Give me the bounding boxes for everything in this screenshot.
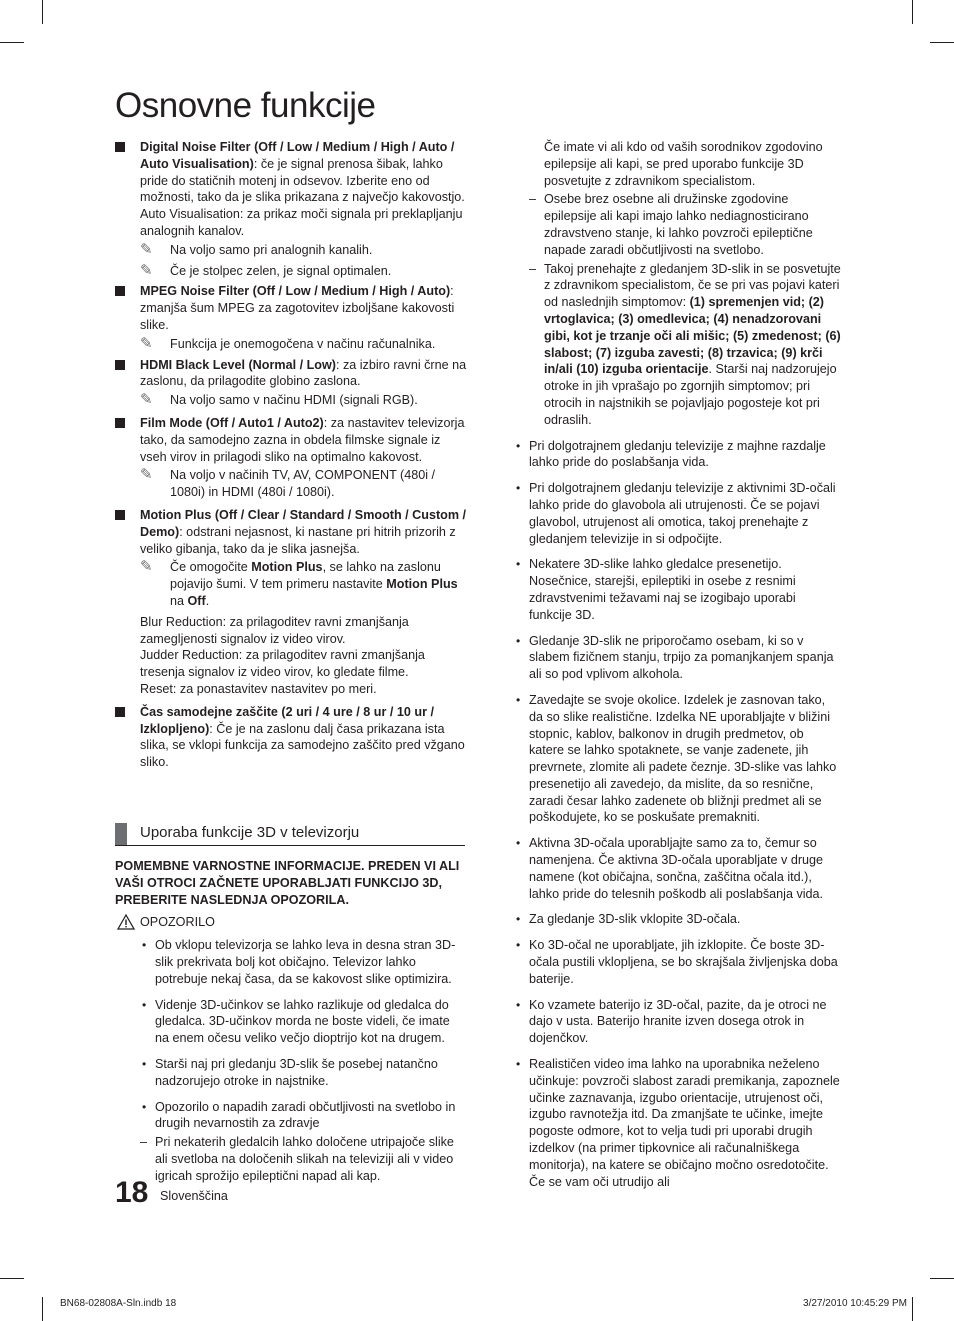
pencil-icon: ✎	[140, 558, 153, 576]
note-text: Na voljo samo pri analognih kanalih.	[170, 242, 373, 257]
judder-label: Judder Reduction	[140, 648, 239, 663]
note-text: Če je stolpec zelen, je signal optimalen.	[170, 263, 392, 278]
page-number: 18	[115, 1176, 149, 1209]
list-item	[514, 692, 841, 826]
page-title: Osnovne funkcije	[115, 86, 376, 125]
hdmi-text: : za izbiro ravni črne na zaslonu, da prilagodite globino zaslona.	[140, 357, 467, 389]
list-item	[514, 480, 841, 547]
note	[140, 336, 467, 353]
film-text: : za nastavitev televizorja tako, da samodejno zazna in obdela filmske signale iz vseh virov in prilagodi sliko na optimalno kakovost.	[140, 415, 465, 464]
list-item-text: Pri dolgotrajnem gledanju televizije z majhne razdalje lahko pride do poslabšanja vida.	[529, 438, 826, 470]
list-item-text: Ko vzamete baterijo iz 3D-očal, pazite, da je otroci ne dajo v usta. Baterijo hranite izven dosega otrok in dojenčkov.	[529, 997, 827, 1046]
note	[140, 559, 467, 609]
protection-item	[115, 704, 467, 771]
note-text: , se lahko na zaslonu pojavijo šumi. V tem primeru nastavite	[170, 560, 441, 592]
square-bullet-icon	[115, 360, 125, 370]
pencil-icon: ✎	[140, 240, 153, 258]
auto-vis-text: : za prikaz moči signala pri preklapljanju analognih kanalov.	[140, 207, 463, 238]
note	[140, 263, 467, 280]
motion-text: : odstrani nejasnost, ki nastane pri hitrih prizorih z veliko gibanja, tako da je slika jasnejša.	[140, 524, 456, 556]
crop-mark	[42, 1297, 43, 1321]
note	[140, 467, 467, 501]
dash-item	[140, 1134, 467, 1184]
reset-text: : za ponastavitev nastavitev po meri.	[172, 681, 377, 696]
note	[140, 242, 467, 259]
mpeg-title: MPEG Noise Filter (Off / Low / Medium / High / Auto)	[140, 284, 451, 299]
note-text: Če omogočite	[170, 560, 252, 575]
reset-label: Reset	[140, 681, 173, 696]
section-title: Uporaba funkcije 3D v televizorju	[140, 824, 360, 841]
dash-icon: –	[140, 1135, 148, 1150]
bullet-icon: •	[142, 938, 147, 953]
bullet-icon: •	[516, 557, 521, 572]
motion-title: Motion Plus (Off / Clear / Standard / Smooth / Custom / Demo)	[140, 507, 467, 539]
note-text: Motion Plus	[251, 560, 323, 575]
note-text: Off	[187, 593, 206, 608]
list-item	[140, 937, 467, 987]
important-notice: POMEMBNE VARNOSTNE INFORMACIJE. PREDEN VI ALI VAŠI OTROCI ZAČNETE UPORABLJATI FUNKCIJO 3D, PREBERITE NASLEDNJA OPOZORILA.	[115, 859, 460, 907]
list-item	[514, 997, 841, 1047]
auto-vis-label: Auto Visualisation	[140, 207, 240, 222]
continued-text: Če imate vi ali kdo od vaših sorodnikov zgodovino epilepsije ali kapi, se pred uporabo funkcije 3D posvetujte z zdravnikom specialistom.	[544, 140, 823, 188]
list-item	[514, 835, 841, 902]
list-item	[514, 438, 841, 472]
list-item-text: Nekatere 3D-slike lahko gledalce presenetijo. Nosečnice, starejši, epileptiki in osebe z resnimi zdravstvenimi težavami naj se izogibajo uporabi funkcije 3D.	[529, 557, 796, 622]
list-item-text: Starši naj pri gledanju 3D-slik še posebej natančno nadzorujejo otroke in najstnike.	[155, 1056, 438, 1088]
left-column	[115, 139, 467, 775]
note-text: Na voljo samo v načinu HDMI (signali RGB).	[170, 393, 418, 408]
dash-item-text: Osebe brez osebne ali družinske zgodovine epilepsije ali kapi imajo lahko nediagnosticirano zdravstveno stanje, ki lahko povzroči epileptične napade zaradi občutljivosti na svetlobo.	[544, 192, 813, 257]
judder-text: : za prilagoditev ravni zmanjšanja tresenja signalov iz video virov, ko gledate filme.	[140, 648, 425, 680]
protection-title: Čas samodejne zaščite (2 uri / 4 ure / 8 ur / 10 ur / Izklopljeno)	[140, 704, 434, 736]
list-item-text: Zavedajte se svoje okolice. Izdelek je zasnovan tako, da so slike realistične. Izdelka NE uporabljajte v bližini stopnic, kablov, balkonov in drugih predmetov, ob katere se lahko spotaknete, se vanje zadenete, jih prevrnete, zlomite ali padete čeznje. 3D-slike vas lahko presenetijo ali zavedejo, da mislite, da so resnične, zaradi česar lahko zadenete ob bližnji predmet ali se poškodujete, ko se poskušate premakniti.	[529, 692, 837, 825]
list-item-text: Ob vklopu televizorja se lahko leva in desna stran 3D-slik prekrivata bolj kot običajno. Televizor lahko potrebuje nekaj časa, da se kakovost slike optimizira.	[155, 938, 456, 986]
square-bullet-icon	[115, 510, 125, 520]
warning-label: OPOZORILO	[140, 915, 215, 930]
pencil-icon: ✎	[140, 466, 153, 484]
list-item-text: Za gledanje 3D-slik vklopite 3D-očala.	[529, 912, 741, 927]
dnf-title: Digital Noise Filter (Off / Low / Medium / High / Auto / Auto Visualisation)	[140, 140, 455, 171]
protection-text: : Če je na zaslonu dalj časa prikazana ista slika, se vklopi funkcija za samodejno zaščito pred vžgano sliko.	[140, 721, 465, 770]
mpeg-text: : zmanjša šum MPEG za zagotovitev izboljšane kakovosti slike.	[140, 284, 455, 332]
section-heading	[115, 823, 465, 846]
blur-label: Blur Reduction	[140, 614, 223, 629]
list-item-text: Opozorilo o napadih zaradi občutljivosti na svetlobo in drugih nevarnostih za zdravje	[155, 1099, 456, 1131]
dash-icon: –	[529, 261, 537, 276]
film-title: Film Mode (Off / Auto1 / Auto2)	[140, 415, 324, 430]
crop-mark	[42, 0, 43, 24]
note-text: Motion Plus	[386, 577, 458, 592]
crop-mark	[930, 42, 954, 43]
bullet-icon: •	[142, 997, 147, 1012]
list-item	[140, 1099, 467, 1133]
list-item-text: Aktivna 3D-očala uporabljajte samo za to, čemur so namenjena. Če aktivna 3D-očala uporabljate v druge namene (kot običajna, sončna, zaščitna očala itd.), lahko pride do telesnih poškodb ali poslabšanja vida.	[529, 836, 824, 901]
square-bullet-icon	[115, 286, 125, 296]
dnf-item	[115, 139, 467, 279]
dash-item	[529, 261, 841, 429]
crop-mark	[912, 1297, 913, 1321]
crop-mark	[0, 42, 24, 43]
note-text: Na voljo v načinih TV, AV, COMPONENT (480i / 1080i) in HDMI (480i / 1080i).	[170, 468, 436, 500]
list-item	[514, 911, 841, 928]
list-item-text: Realističen video ima lahko na uporabnika neželeno učinkuje: povzroči slabost zaradi premikanja, zapoznele učinke zaznavanja, izgubo orientacije, utrujenost oči, izgubo ravnotežja itd. Da zmanjšate te učinke, imejte pogoste odmore, kot to velja tudi pri uporabi drugih izdelkov (na primer tipkovnice ali računalniškega monitorja), na katere se običajno močno osredotočite. Če se vam oči utrudijo ali	[529, 1057, 840, 1189]
bullet-icon: •	[516, 836, 521, 851]
list-item	[514, 1056, 841, 1190]
square-bullet-icon	[115, 418, 125, 428]
dash-item	[529, 191, 841, 258]
bullet-icon: •	[516, 912, 521, 927]
warning-heading	[115, 914, 467, 931]
right-column	[516, 139, 841, 1199]
square-bullet-icon	[115, 142, 125, 152]
motion-item	[115, 507, 467, 698]
list-item-text: Ko 3D-očal ne uporabljate, jih izklopite. Če boste 3D-očala pustili vklopljena, se bo skrajšala življenjska doba baterije.	[529, 938, 838, 986]
note-text: .	[205, 593, 210, 608]
warning-icon	[117, 914, 135, 930]
note-text: Funkcija je onemogočena v načinu računalnika.	[170, 336, 436, 351]
bullet-icon: •	[516, 997, 521, 1012]
hdmi-title: HDMI Black Level (Normal / Low)	[140, 357, 336, 372]
dash-item-text: . Starši naj nadzorujejo otroke in jih vprašajo po zgornjih simptomov; pri otrocih in najstnikih se pojavljajo pogosteje kot pri odraslih.	[544, 362, 837, 427]
print-slug-left: BN68-02808A-Sln.indb 18	[60, 1298, 177, 1309]
list-item	[140, 997, 467, 1047]
bullet-icon: •	[142, 1056, 147, 1071]
film-item	[115, 415, 467, 501]
crop-mark	[930, 1278, 954, 1279]
dash-icon: –	[529, 192, 537, 207]
dash-item-text: (1) spremenjen vid; (2) vrtoglavica; (3) omedlevica; (4) nenadzorovani gibi, kot je trzanje oči ali mišic; (5) zmedenost; (6) slabost; (7) izguba zavesti; (8) trzavica; (9) krči in/ali (10) izguba orientacije	[544, 295, 841, 377]
square-bullet-icon	[115, 707, 125, 717]
bullet-icon: •	[516, 938, 521, 953]
pencil-icon: ✎	[140, 334, 153, 352]
note	[140, 392, 467, 409]
hdmi-item	[115, 357, 467, 409]
crop-mark	[912, 0, 913, 24]
bullet-icon: •	[516, 692, 521, 707]
note-text: na	[170, 593, 188, 608]
safety-column	[115, 858, 467, 1187]
bullet-icon: •	[516, 633, 521, 648]
list-item-text: Videnje 3D-učinkov se lahko razlikuje od gledalca do gledalca. 3D-učinkov morda ne boste videli, če imate na enem očesu veliko večjo dioptrijo kot na drugem.	[155, 997, 450, 1046]
bullet-icon: •	[142, 1099, 147, 1114]
crop-mark	[0, 1278, 24, 1279]
dash-item-text: Takoj prenehajte z gledanjem 3D-slik in se posvetujte z zdravnikom specialistom, če se pri vas pojavi kateri od naslednjih simptomov:	[544, 261, 841, 310]
pencil-icon: ✎	[140, 261, 153, 279]
bullet-icon: •	[516, 438, 521, 453]
list-item-text: Gledanje 3D-slik ne priporočamo osebam, ki so v slabem fizičnem stanju, trpijo za pomanjkanjem spanja ali so pod vplivom alkohola.	[529, 633, 834, 682]
section-bar	[115, 823, 127, 845]
pencil-icon: ✎	[140, 391, 153, 409]
dnf-text: : če je signal prenosa šibak, lahko pride do statičnih motenj in odsevov. Izberite eno od možnosti, tako da je slika prikazana z največjo kakovostjo.	[140, 156, 465, 205]
list-item-text: Pri dolgotrajnem gledanju televizije z aktivnimi 3D-očali lahko pride do glavobola ali utrujenosti. Če se pojavi glavobol, utrujenost ali omotica, takoj prenehajte z gledanjem televizije in si odpočijte.	[529, 481, 836, 546]
list-item	[514, 937, 841, 987]
list-item	[140, 1056, 467, 1090]
list-item	[514, 556, 841, 623]
dash-item-text: Pri nekaterih gledalcih lahko določene utripajoče slike ali svetloba na določenih slikah na televiziji ali v video igricah sprožijo epileptični napad ali kap.	[155, 1135, 454, 1183]
list-item	[514, 633, 841, 683]
bullet-icon: •	[516, 481, 521, 496]
language-label: Slovenščina	[160, 1189, 228, 1203]
bullet-icon: •	[516, 1057, 521, 1072]
mpeg-item	[115, 283, 467, 352]
blur-text: : za prilagoditev ravni zmanjšanja zamegljenosti signalov iz video virov.	[140, 614, 409, 646]
print-slug-right: 3/27/2010 10:45:29 PM	[803, 1298, 907, 1309]
